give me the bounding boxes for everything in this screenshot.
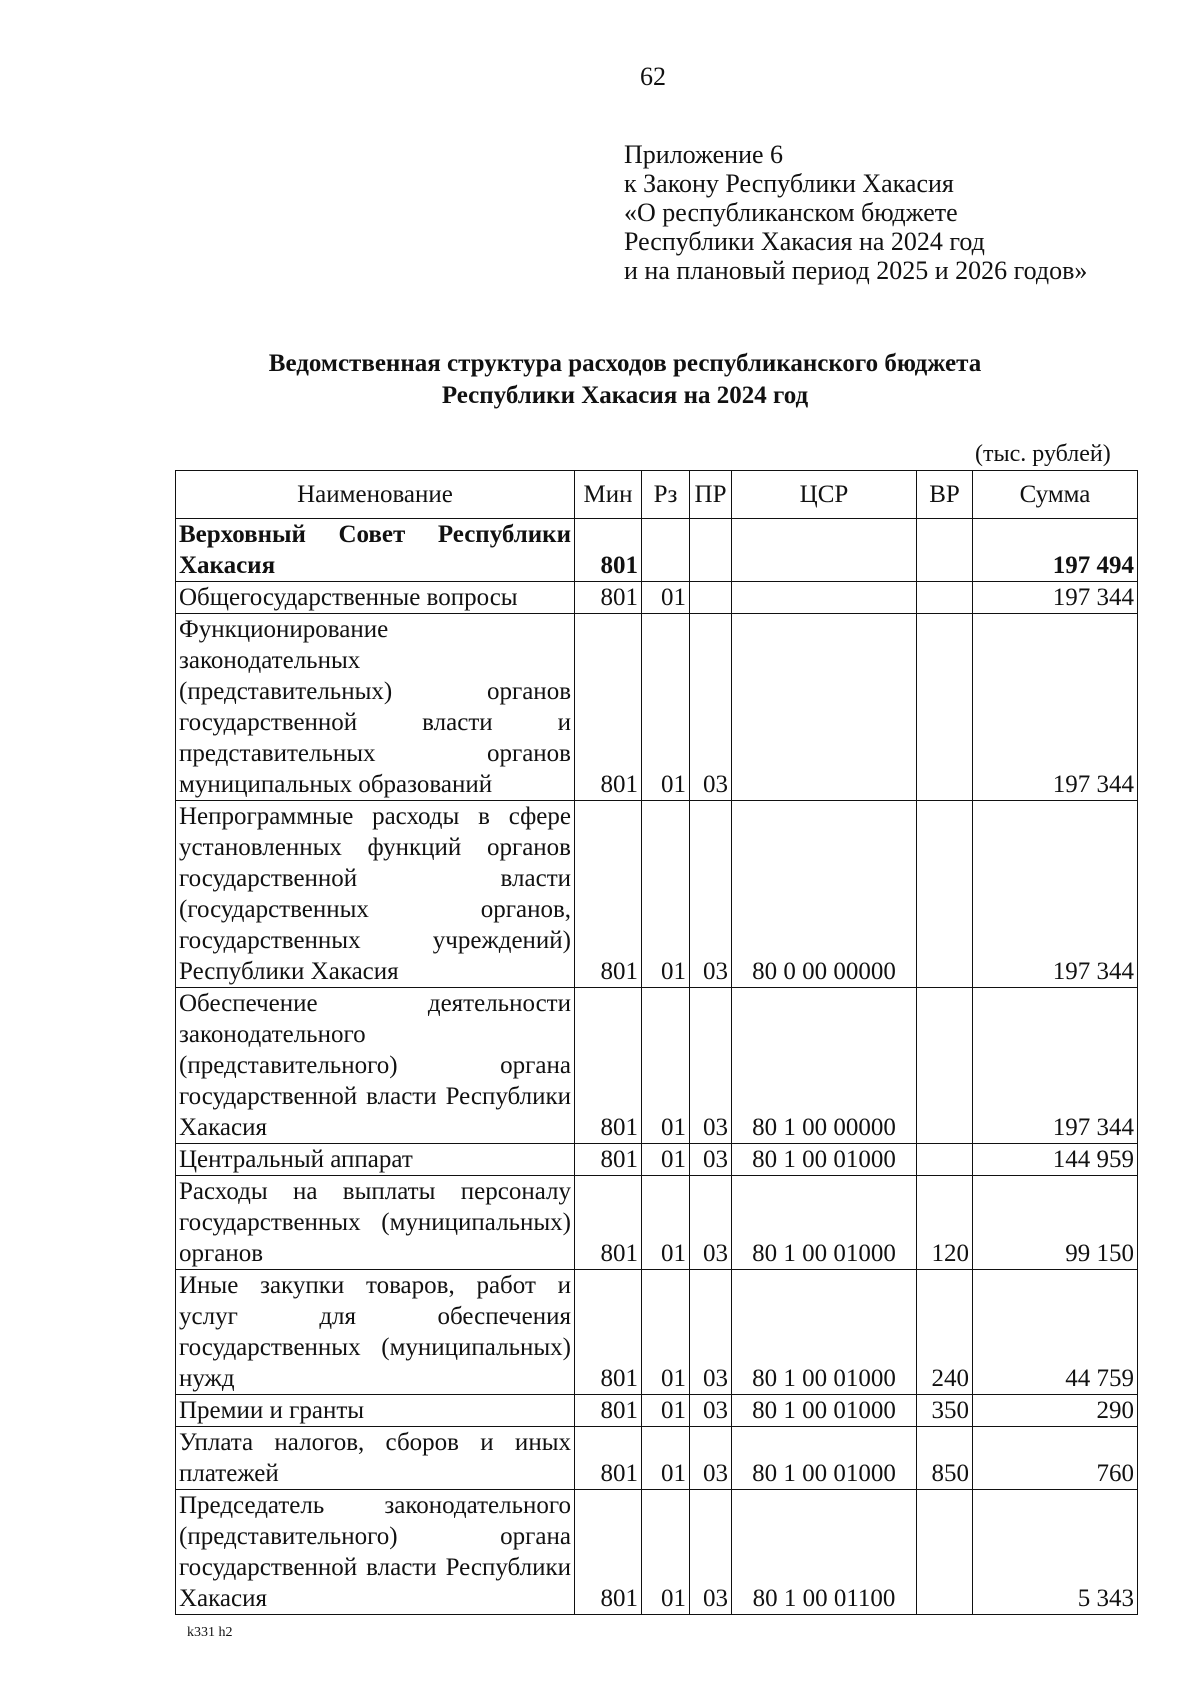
cell-pr	[690, 582, 732, 614]
cell-name: Обеспечение деятельности законодательного (представительного) органа государственной власти Республики Хакасия	[176, 988, 575, 1144]
cell-csr: 80 1 00 01000	[732, 1144, 917, 1176]
cell-csr	[732, 519, 917, 582]
table-row	[176, 582, 1138, 614]
cell-min: 801	[575, 1176, 642, 1270]
cell-vr: 240	[917, 1270, 973, 1395]
cell-csr	[732, 582, 917, 614]
cell-pr: 03	[690, 1270, 732, 1395]
table-row	[176, 1144, 1138, 1176]
cell-sum: 197 344	[973, 988, 1138, 1144]
cell-rz: 01	[642, 1176, 690, 1270]
footer-code: k331 h2	[187, 1625, 233, 1640]
table-row	[176, 1270, 1138, 1395]
cell-name: Верховный Совет Республики Хакасия	[176, 519, 575, 582]
cell-sum: 197 344	[973, 801, 1138, 988]
cell-pr: 03	[690, 614, 732, 801]
title-line: Ведомственная структура расходов республиканского бюджета	[268, 350, 982, 377]
cell-pr: 03	[690, 1144, 732, 1176]
header-pr: ПР	[690, 471, 732, 519]
cell-min: 801	[575, 988, 642, 1144]
cell-csr: 80 0 00 00000	[732, 801, 917, 988]
cell-vr	[917, 988, 973, 1144]
cell-rz: 01	[642, 614, 690, 801]
cell-pr: 03	[690, 1176, 732, 1270]
cell-name: Функционирование законодательных (представительных) органов государственной власти и представительных органов муниципальных образований	[176, 614, 575, 801]
table-row	[176, 519, 1138, 582]
cell-pr: 03	[690, 1490, 732, 1615]
cell-name: Уплата налогов, сборов и иных платежей	[176, 1427, 575, 1490]
cell-csr: 80 1 00 00000	[732, 988, 917, 1144]
cell-csr: 80 1 00 01100	[732, 1490, 917, 1615]
cell-name: Центральный аппарат	[176, 1144, 575, 1176]
cell-pr	[690, 519, 732, 582]
cell-csr	[732, 614, 917, 801]
cell-rz: 01	[642, 801, 690, 988]
table-row	[176, 1176, 1138, 1270]
cell-name: Премии и гранты	[176, 1395, 575, 1427]
cell-min: 801	[575, 801, 642, 988]
cell-vr: 120	[917, 1176, 973, 1270]
table-row	[176, 1427, 1138, 1490]
cell-pr: 03	[690, 1427, 732, 1490]
table-row	[176, 801, 1138, 988]
cell-sum: 760	[973, 1427, 1138, 1490]
cell-vr	[917, 614, 973, 801]
cell-vr	[917, 582, 973, 614]
table-body	[176, 519, 1138, 1615]
cell-min: 801	[575, 582, 642, 614]
cell-rz: 01	[642, 988, 690, 1144]
header-name: Наименование	[176, 471, 575, 519]
cell-name: Иные закупки товаров, работ и услуг для обеспечения государственных (муниципальных) нужд	[176, 1270, 575, 1395]
header-vr: ВР	[917, 471, 973, 519]
cell-sum: 99 150	[973, 1176, 1138, 1270]
document-title	[175, 348, 1075, 412]
cell-vr: 850	[917, 1427, 973, 1490]
units-label: (тыс. рублей)	[975, 441, 1111, 467]
cell-min: 801	[575, 1395, 642, 1427]
cell-vr	[917, 1144, 973, 1176]
cell-min: 801	[575, 519, 642, 582]
budget-table	[175, 470, 1138, 1615]
cell-min: 801	[575, 1427, 642, 1490]
appendix-line: к Закону Республики Хакасия	[624, 169, 954, 198]
cell-pr: 03	[690, 988, 732, 1144]
cell-min: 801	[575, 1490, 642, 1615]
cell-rz: 01	[642, 582, 690, 614]
header-sum: Сумма	[973, 471, 1138, 519]
cell-rz	[642, 519, 690, 582]
cell-min: 801	[575, 1270, 642, 1395]
page-number: 62	[640, 62, 666, 91]
header-rz: Рз	[642, 471, 690, 519]
cell-sum: 197 494	[973, 519, 1138, 582]
cell-csr: 80 1 00 01000	[732, 1427, 917, 1490]
table-row	[176, 1395, 1138, 1427]
cell-vr	[917, 801, 973, 988]
cell-rz: 01	[642, 1144, 690, 1176]
cell-sum: 44 759	[973, 1270, 1138, 1395]
cell-name: Расходы на выплаты персоналу государственных (муниципальных) органов	[176, 1176, 575, 1270]
header-csr: ЦСР	[732, 471, 917, 519]
appendix-line: Приложение 6	[624, 140, 784, 169]
appendix-line: Республики Хакасия на 2024 год	[624, 227, 985, 256]
cell-rz: 01	[642, 1490, 690, 1615]
table-header-row	[176, 471, 1138, 519]
appendix-line: и на плановый период 2025 и 2026 годов»	[624, 256, 1088, 285]
table-row	[176, 988, 1138, 1144]
appendix-line: «О республиканском бюджете	[624, 198, 958, 227]
cell-rz: 01	[642, 1270, 690, 1395]
cell-pr: 03	[690, 801, 732, 988]
cell-vr	[917, 1490, 973, 1615]
cell-min: 801	[575, 614, 642, 801]
table-row	[176, 614, 1138, 801]
cell-csr: 80 1 00 01000	[732, 1270, 917, 1395]
cell-name: Председатель законодательного (представительного) органа государственной власти Республики Хакасия	[176, 1490, 575, 1615]
cell-rz: 01	[642, 1427, 690, 1490]
cell-vr: 350	[917, 1395, 973, 1427]
cell-rz: 01	[642, 1395, 690, 1427]
cell-sum: 290	[973, 1395, 1138, 1427]
cell-name: Непрограммные расходы в сфере установленных функций органов государственной власти (государственных органов, государственных учреждений) Республики Хакасия	[176, 801, 575, 988]
cell-sum: 197 344	[973, 582, 1138, 614]
cell-sum: 5 343	[973, 1490, 1138, 1615]
cell-sum: 197 344	[973, 614, 1138, 801]
appendix-block	[624, 140, 1087, 285]
title-line: Республики Хакасия на 2024 год	[441, 382, 809, 409]
cell-pr: 03	[690, 1395, 732, 1427]
cell-sum: 144 959	[973, 1144, 1138, 1176]
cell-csr: 80 1 00 01000	[732, 1395, 917, 1427]
cell-vr	[917, 519, 973, 582]
cell-min: 801	[575, 1144, 642, 1176]
cell-name: Общегосударственные вопросы	[176, 582, 575, 614]
cell-csr: 80 1 00 01000	[732, 1176, 917, 1270]
header-min: Мин	[575, 471, 642, 519]
table-row	[176, 1490, 1138, 1615]
